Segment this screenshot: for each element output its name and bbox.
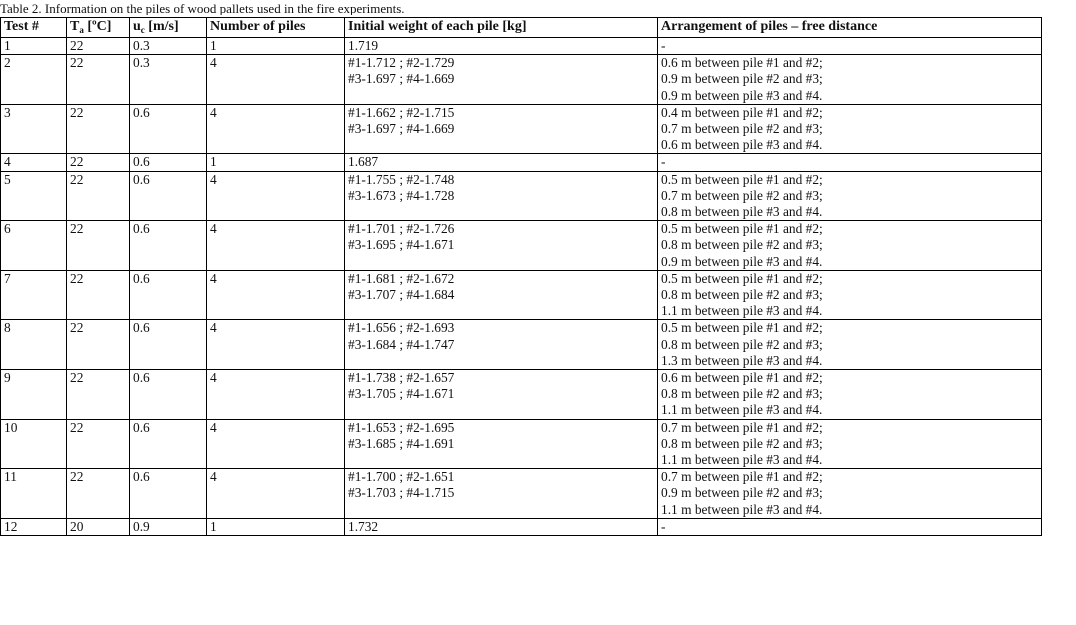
- header-ambient-temperature: [67, 18, 130, 38]
- table-row: [1, 370, 1042, 420]
- arrangement-line: 0.9 m between pile #3 and #4.: [661, 87, 823, 103]
- arrangement-line: 0.4 m between pile #1 and #2;: [661, 104, 823, 120]
- cell-ambient-temperature: 22: [67, 320, 130, 370]
- cell-initial-weight: [345, 38, 658, 55]
- cell-test-number: 10: [1, 419, 67, 469]
- header-flow-velocity: [130, 18, 207, 38]
- arrangement-line: 0.9 m between pile #2 and #3;: [661, 485, 823, 501]
- cell-arrangement: [658, 419, 1042, 469]
- weight-line: #3-1.695 ; #4-1.671: [348, 237, 455, 253]
- cell-arrangement: [658, 154, 1042, 171]
- table-row: [1, 154, 1042, 171]
- cell-ambient-temperature: 22: [67, 38, 130, 55]
- arrangement-line: 1.3 m between pile #3 and #4.: [661, 352, 823, 368]
- arrangement-line: 0.6 m between pile #3 and #4.: [661, 137, 823, 153]
- cell-initial-weight: [345, 55, 658, 105]
- cell-ambient-temperature: 22: [67, 55, 130, 105]
- arrangement-line: 0.9 m between pile #2 and #3;: [661, 71, 823, 87]
- weight-line: #1-1.656 ; #2-1.693: [348, 320, 455, 336]
- arrangement-line: 1.1 m between pile #3 and #4.: [661, 452, 823, 468]
- table-row: [1, 221, 1042, 271]
- cell-test-number: 4: [1, 154, 67, 171]
- table-row: [1, 104, 1042, 154]
- cell-number-of-piles: 4: [207, 419, 345, 469]
- arrangement-line: 0.5 m between pile #1 and #2;: [661, 320, 823, 336]
- cell-flow-velocity: 0.6: [130, 419, 207, 469]
- arrangement-line: 0.6 m between pile #1 and #2;: [661, 370, 823, 386]
- cell-number-of-piles: 4: [207, 171, 345, 221]
- cell-flow-velocity: 0.6: [130, 370, 207, 420]
- arrangement-line: 0.9 m between pile #3 and #4.: [661, 253, 823, 269]
- cell-ambient-temperature: 22: [67, 171, 130, 221]
- cell-flow-velocity: 0.6: [130, 469, 207, 519]
- arrangement-line: 0.8 m between pile #2 and #3;: [661, 287, 823, 303]
- arrangement-line: 0.5 m between pile #1 and #2;: [661, 171, 823, 187]
- arrangement-line: 0.8 m between pile #3 and #4.: [661, 204, 823, 220]
- header-uc-symbol: u: [133, 19, 141, 35]
- cell-arrangement: [658, 370, 1042, 420]
- header-uc-subscript: c: [140, 25, 145, 36]
- cell-flow-velocity: 0.9: [130, 518, 207, 535]
- header-test-number: Test #: [1, 18, 67, 38]
- cell-test-number: 8: [1, 320, 67, 370]
- cell-initial-weight: [345, 370, 658, 420]
- arrangement-line: 0.7 m between pile #1 and #2;: [661, 469, 823, 485]
- cell-arrangement: [658, 518, 1042, 535]
- cell-test-number: 12: [1, 518, 67, 535]
- cell-flow-velocity: 0.6: [130, 171, 207, 221]
- cell-ambient-temperature: 22: [67, 270, 130, 320]
- header-ta-symbol: T: [70, 19, 80, 35]
- cell-arrangement: [658, 38, 1042, 55]
- cell-number-of-piles: 1: [207, 38, 345, 55]
- cell-number-of-piles: 4: [207, 370, 345, 420]
- weight-line: #1-1.712 ; #2-1.729: [348, 55, 455, 71]
- cell-number-of-piles: 4: [207, 221, 345, 271]
- cell-arrangement: [658, 171, 1042, 221]
- cell-number-of-piles: 4: [207, 469, 345, 519]
- weight-line: #1-1.681 ; #2-1.672: [348, 270, 455, 286]
- arrangement-line: 1.1 m between pile #3 and #4.: [661, 402, 823, 418]
- cell-flow-velocity: 0.6: [130, 270, 207, 320]
- header-ta-subscript: a: [79, 25, 84, 36]
- table-row: [1, 270, 1042, 320]
- table-row: [1, 419, 1042, 469]
- weight-line: #3-1.673 ; #4-1.728: [348, 187, 455, 203]
- arrangement-line: -: [661, 154, 666, 170]
- cell-initial-weight: [345, 104, 658, 154]
- table-row: [1, 518, 1042, 535]
- weight-line: #1-1.701 ; #2-1.726: [348, 221, 455, 237]
- cell-arrangement: [658, 270, 1042, 320]
- cell-initial-weight: [345, 469, 658, 519]
- header-arrangement: Arrangement of piles – free distance: [658, 18, 1042, 38]
- weight-line: #1-1.653 ; #2-1.695: [348, 419, 455, 435]
- weight-line: #3-1.707 ; #4-1.684: [348, 287, 455, 303]
- arrangement-line: 0.5 m between pile #1 and #2;: [661, 270, 823, 286]
- cell-initial-weight: [345, 320, 658, 370]
- table-header-row: [1, 18, 1042, 38]
- header-number-of-piles: Number of piles: [207, 18, 345, 38]
- cell-initial-weight: [345, 221, 658, 271]
- cell-test-number: 9: [1, 370, 67, 420]
- weight-line: #3-1.705 ; #4-1.671: [348, 386, 455, 402]
- arrangement-line: 0.8 m between pile #2 and #3;: [661, 237, 823, 253]
- arrangement-line: 1.1 m between pile #3 and #4.: [661, 501, 823, 517]
- weight-line: 1.732: [348, 518, 379, 534]
- arrangement-line: 1.1 m between pile #3 and #4.: [661, 303, 823, 319]
- cell-number-of-piles: 1: [207, 154, 345, 171]
- cell-test-number: 2: [1, 55, 67, 105]
- arrangement-line: 0.8 m between pile #2 and #3;: [661, 435, 823, 451]
- weight-line: #3-1.697 ; #4-1.669: [348, 121, 455, 137]
- arrangement-line: 0.8 m between pile #2 and #3;: [661, 336, 823, 352]
- cell-ambient-temperature: 22: [67, 469, 130, 519]
- cell-test-number: 11: [1, 469, 67, 519]
- header-initial-weight: Initial weight of each pile [kg]: [345, 18, 658, 38]
- cell-number-of-piles: 4: [207, 55, 345, 105]
- cell-number-of-piles: 4: [207, 270, 345, 320]
- weight-line: 1.687: [348, 154, 379, 170]
- table-row: [1, 55, 1042, 105]
- table-row: [1, 320, 1042, 370]
- cell-flow-velocity: 0.6: [130, 221, 207, 271]
- cell-arrangement: [658, 469, 1042, 519]
- weight-line: #3-1.684 ; #4-1.747: [348, 336, 455, 352]
- cell-test-number: 6: [1, 221, 67, 271]
- cell-flow-velocity: 0.6: [130, 104, 207, 154]
- cell-arrangement: [658, 104, 1042, 154]
- cell-initial-weight: [345, 518, 658, 535]
- cell-number-of-piles: 4: [207, 320, 345, 370]
- cell-initial-weight: [345, 171, 658, 221]
- cell-flow-velocity: 0.6: [130, 320, 207, 370]
- arrangement-line: 0.7 m between pile #2 and #3;: [661, 187, 823, 203]
- cell-ambient-temperature: 22: [67, 104, 130, 154]
- cell-flow-velocity: 0.3: [130, 55, 207, 105]
- table-caption: Table 2. Information on the piles of wood pallets used in the fire experiments.: [0, 1, 405, 15]
- weight-line: #1-1.662 ; #2-1.715: [348, 104, 455, 120]
- header-uc-unit: [m/s]: [144, 19, 179, 35]
- cell-arrangement: [658, 221, 1042, 271]
- cell-test-number: 7: [1, 270, 67, 320]
- weight-line: #3-1.697 ; #4-1.669: [348, 71, 455, 87]
- arrangement-line: 0.7 m between pile #2 and #3;: [661, 121, 823, 137]
- cell-ambient-temperature: 20: [67, 518, 130, 535]
- weight-line: 1.719: [348, 38, 379, 53]
- cell-test-number: 5: [1, 171, 67, 221]
- cell-test-number: 3: [1, 104, 67, 154]
- weight-line: #3-1.685 ; #4-1.691: [348, 435, 455, 451]
- weight-line: #1-1.738 ; #2-1.657: [348, 370, 455, 386]
- arrangement-line: 0.8 m between pile #2 and #3;: [661, 386, 823, 402]
- weight-line: #1-1.700 ; #2-1.651: [348, 469, 455, 485]
- cell-ambient-temperature: 22: [67, 221, 130, 271]
- experiments-table: [0, 17, 1042, 536]
- cell-flow-velocity: 0.6: [130, 154, 207, 171]
- cell-ambient-temperature: 22: [67, 370, 130, 420]
- cell-number-of-piles: 4: [207, 104, 345, 154]
- arrangement-line: -: [661, 38, 666, 53]
- cell-arrangement: [658, 55, 1042, 105]
- header-ta-unit: [ºC]: [83, 19, 112, 35]
- cell-test-number: 1: [1, 38, 67, 55]
- arrangement-line: 0.7 m between pile #1 and #2;: [661, 419, 823, 435]
- table-row: [1, 38, 1042, 55]
- arrangement-line: -: [661, 518, 666, 534]
- table-row: [1, 469, 1042, 519]
- cell-initial-weight: [345, 154, 658, 171]
- cell-ambient-temperature: 22: [67, 419, 130, 469]
- arrangement-line: 0.5 m between pile #1 and #2;: [661, 221, 823, 237]
- cell-initial-weight: [345, 270, 658, 320]
- table-row: [1, 171, 1042, 221]
- cell-flow-velocity: 0.3: [130, 38, 207, 55]
- cell-ambient-temperature: 22: [67, 154, 130, 171]
- cell-arrangement: [658, 320, 1042, 370]
- weight-line: #1-1.755 ; #2-1.748: [348, 171, 455, 187]
- weight-line: #3-1.703 ; #4-1.715: [348, 485, 455, 501]
- cell-initial-weight: [345, 419, 658, 469]
- arrangement-line: 0.6 m between pile #1 and #2;: [661, 55, 823, 71]
- table-body: [1, 38, 1042, 536]
- cell-number-of-piles: 1: [207, 518, 345, 535]
